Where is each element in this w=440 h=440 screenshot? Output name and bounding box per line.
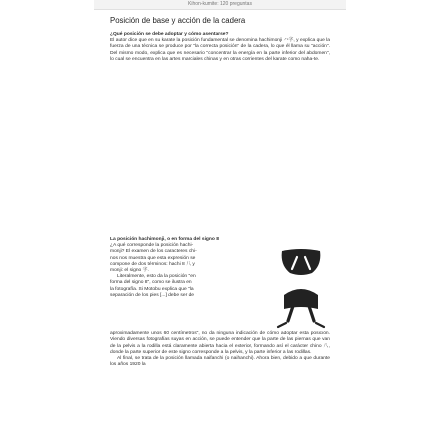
narrow-line: monji: el signo 字. xyxy=(110,268,149,274)
section-2 xyxy=(110,237,330,368)
paragraph-2-rest: aproximadamente unos 60 centímetros", no da ninguna indicación de cómo adoptar esta posición. Viendo diversas fotografías suyas en acción, se puede entender que la parte de las piernas que van de la pelvis a la rodilla está claramente abierta hacia el exterior, formando así el carácter chino 八, donde la parte superior de este signo corresponde a la pelvis, y la parte inferior a las rodillas. xyxy=(110,331,330,355)
narrow-line: nos nos muestra que esta expresión se xyxy=(110,255,196,261)
hachi-character-icon xyxy=(274,247,328,331)
section-title: Posición de base y acción de la cadera xyxy=(110,16,246,25)
narrow-column xyxy=(110,243,262,331)
narrow-line: monji? El examen de los caracteres chi- xyxy=(110,249,197,255)
document-page xyxy=(110,16,330,368)
narrow-line: la fotografía. Si Motobu explica que "la xyxy=(110,286,194,292)
section-2-heading: La posición hachimonji, o en forma del signo 8 xyxy=(110,237,219,242)
text-with-figure xyxy=(110,243,330,331)
paragraph-1-body: El autor dice que en su karate la posición fundamental se denomina hachimonji ハ字, y explica que la fuerza de una técnica se produce por "la correcta posición" de la cadera, lo que él llama su "acción". Del mismo modo, explica que es necesario "concentrar la energía en la parte inferior del abdomen", lo cual se encuentra en las artes marciales chinas y en otras corrientes del karate como naha-te. xyxy=(110,38,330,62)
question-1: ¿Qué posición se debe adoptar y cómo asentarse? xyxy=(110,32,229,37)
paragraph-3: Al final, se trata de la posición llamada naifanchi (o naihanchi). Ahora bien, debido a que durante los años 1920 la xyxy=(110,356,330,368)
narrow-line: ¿A qué corresponde la posición hachi- xyxy=(110,243,194,249)
hachimonji-figure xyxy=(274,247,328,331)
narrow-line: separación de los pies [...] debe ser de xyxy=(110,292,195,298)
narrow-line: forma del signo 8", como se ilustra en xyxy=(110,280,192,286)
paragraph-1 xyxy=(110,32,330,63)
narrow-line: compone de dos términos: hachi 8 八 y xyxy=(110,261,195,267)
page-header-strip xyxy=(94,0,346,10)
header-text: Kihon-kumite: 120 preguntas xyxy=(188,1,252,7)
narrow-line: Literalmente, esto da la posición "en xyxy=(117,274,196,280)
